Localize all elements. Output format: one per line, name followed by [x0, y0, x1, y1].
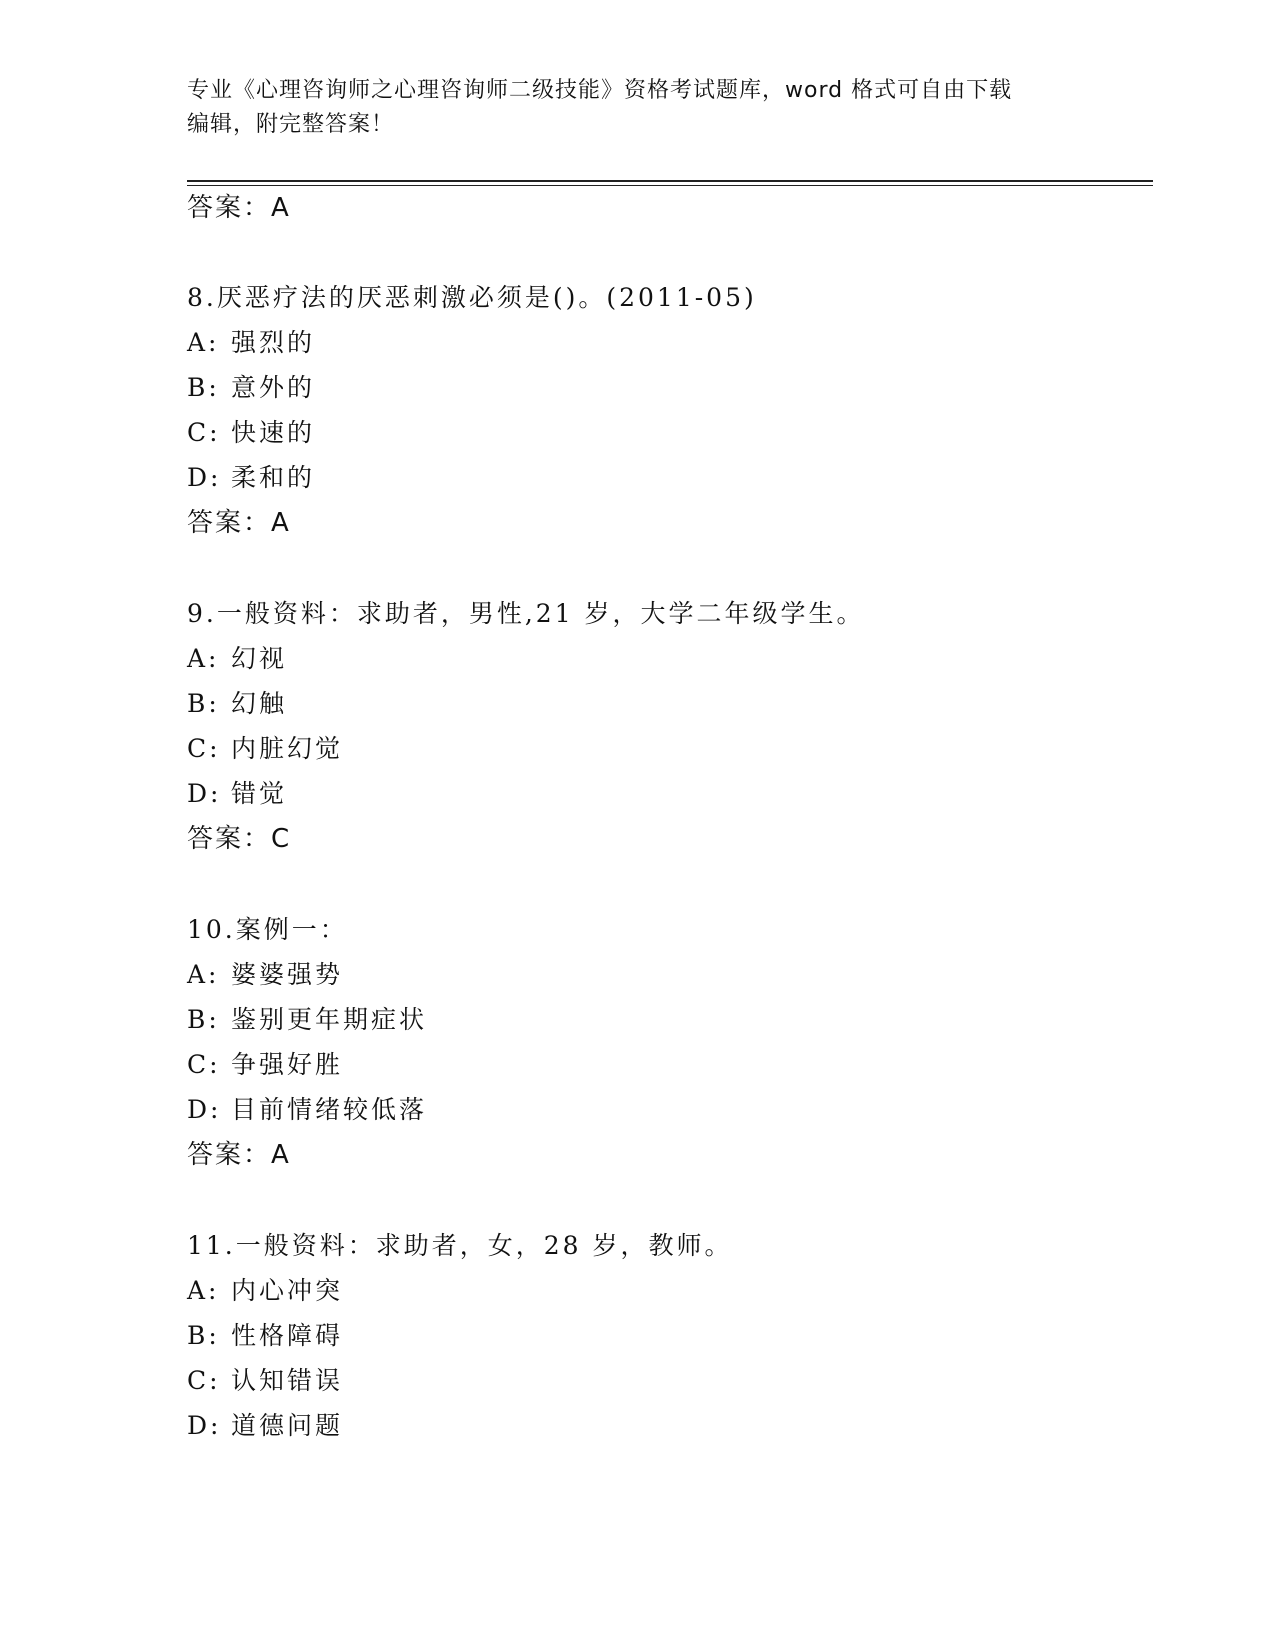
- option-label: D:: [187, 1095, 222, 1124]
- option-text: 道德问题: [231, 1411, 344, 1440]
- question-9-option-d: [187, 778, 287, 810]
- option-label: B:: [187, 1005, 220, 1034]
- header-line-2: 编辑，附完整答案！: [187, 112, 395, 137]
- header-divider-thin: [187, 185, 1153, 186]
- option-text: 幻触: [231, 689, 288, 718]
- question-9-answer: 答案：C: [187, 824, 292, 854]
- option-text: 错觉: [231, 779, 288, 808]
- question-10-option-d: [187, 1094, 427, 1126]
- header-line-1: 专业《心理咨询师之心理咨询师二级技能》资格考试题库，word 格式可自由下载: [187, 78, 1013, 103]
- question-11-stem: 11.一般资料：求助者，女，28 岁，教师。: [187, 1231, 733, 1260]
- option-label: A:: [187, 1276, 220, 1305]
- option-text: 意外的: [231, 373, 316, 402]
- option-label: C:: [187, 1366, 221, 1395]
- question-11-option-a: [187, 1275, 343, 1307]
- option-label: A:: [187, 644, 220, 673]
- document-header: [187, 74, 1067, 142]
- question-9-option-c: [187, 733, 343, 765]
- question-9-stem: 9.一般资料：求助者，男性,21 岁，大学二年级学生。: [187, 599, 865, 628]
- question-10-option-b: [187, 1004, 427, 1036]
- option-label: B:: [187, 689, 220, 718]
- option-text: 柔和的: [231, 463, 316, 492]
- option-text: 争强好胜: [231, 1050, 344, 1079]
- question-8-option-c: [187, 417, 315, 449]
- option-label: D:: [187, 779, 222, 808]
- question-10-stem: 10.案例一：: [187, 915, 348, 944]
- question-8-stem: 8.厌恶疗法的厌恶刺激必须是()。(2011-05): [187, 283, 757, 312]
- question-10-option-a: [187, 959, 343, 991]
- option-text: 目前情绪较低落: [231, 1095, 428, 1124]
- question-8-option-d: [187, 462, 315, 494]
- question-8-answer: 答案：A: [187, 508, 291, 538]
- question-10-answer: 答案：A: [187, 1140, 291, 1170]
- option-text: 强烈的: [231, 328, 316, 357]
- option-text: 性格障碍: [231, 1321, 344, 1350]
- option-text: 幻视: [231, 644, 288, 673]
- option-label: C:: [187, 734, 221, 763]
- option-text: 鉴别更年期症状: [231, 1005, 428, 1034]
- header-divider: [187, 180, 1153, 182]
- option-label: D:: [187, 463, 222, 492]
- option-label: A:: [187, 960, 220, 989]
- question-11-option-d: [187, 1410, 343, 1442]
- option-label: C:: [187, 1050, 221, 1079]
- option-label: D:: [187, 1411, 222, 1440]
- question-9-option-a: [187, 643, 287, 675]
- question-11-option-b: [187, 1320, 343, 1352]
- question-11-option-c: [187, 1365, 343, 1397]
- option-text: 内脏幻觉: [231, 734, 344, 763]
- option-text: 内心冲突: [231, 1276, 344, 1305]
- answer-previous: 答案：A: [187, 193, 291, 223]
- option-label: B:: [187, 373, 220, 402]
- question-8-option-a: [187, 327, 315, 359]
- question-8-option-b: [187, 372, 315, 404]
- question-10-option-c: [187, 1049, 343, 1081]
- option-text: 快速的: [231, 418, 316, 447]
- option-label: C:: [187, 418, 221, 447]
- option-label: A:: [187, 328, 220, 357]
- question-9-option-b: [187, 688, 287, 720]
- option-text: 认知错误: [231, 1366, 344, 1395]
- option-text: 婆婆强势: [231, 960, 344, 989]
- option-label: B:: [187, 1321, 220, 1350]
